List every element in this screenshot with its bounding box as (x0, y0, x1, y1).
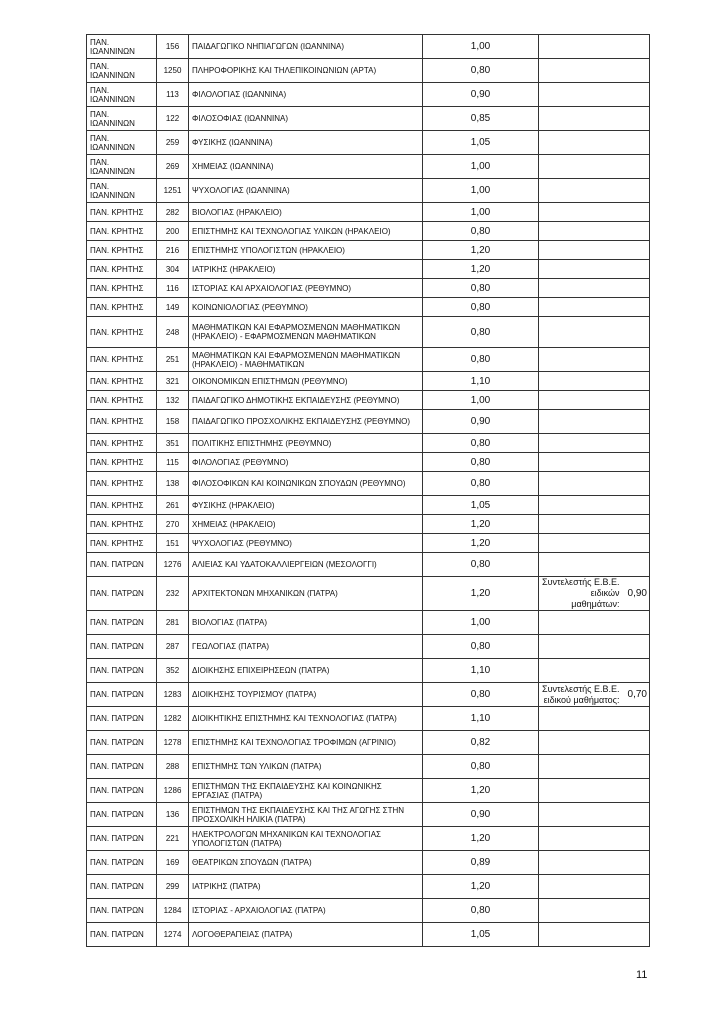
code-cell: 304 (157, 260, 189, 279)
table-row (87, 279, 650, 298)
coefficient-cell: 1,10 (423, 659, 539, 683)
page-number: 11 (636, 969, 648, 981)
special-coefficient-cell (539, 35, 650, 59)
code-cell: 288 (157, 755, 189, 779)
coefficient-cell: 1,20 (423, 534, 539, 553)
special-coefficient-cell (539, 635, 650, 659)
table-row (87, 298, 650, 317)
coefficient-cell: 1,20 (423, 875, 539, 899)
table-row (87, 179, 650, 203)
special-coefficient-cell (539, 899, 650, 923)
coefficient-cell: 1,00 (423, 203, 539, 222)
special-coefficient-cell (539, 410, 650, 434)
special-coefficient-cell (539, 827, 650, 851)
special-coefficient-cell (539, 707, 650, 731)
university-cell: ΠΑΝ. ΠΑΤΡΩΝ (87, 659, 157, 683)
university-cell: ΠΑΝ. ΠΑΤΡΩΝ (87, 899, 157, 923)
university-cell: ΠΑΝ. ΙΩΑΝΝΙΝΩΝ (87, 35, 157, 59)
department-cell: ΔΙΟΙΚΗΤΙΚΗΣ ΕΠΙΣΤΗΜΗΣ ΚΑΙ ΤΕΧΝΟΛΟΓΙΑΣ (ΠΑΤΡΑ) (189, 707, 423, 731)
special-coefficient-cell (539, 279, 650, 298)
department-cell: ΕΠΙΣΤΗΜΩΝ ΤΗΣ ΕΚΠΑΙΔΕΥΣΗΣ ΚΑΙ ΚΟΙΝΩΝΙΚΗΣ ΕΡΓΑΣΙΑΣ (ΠΑΤΡΑ) (189, 779, 423, 803)
department-cell: ΕΠΙΣΤΗΜΗΣ ΥΠΟΛΟΓΙΣΤΩΝ (ΗΡΑΚΛΕΙΟ) (189, 241, 423, 260)
code-cell: 113 (157, 83, 189, 107)
table-row (87, 553, 650, 577)
code-cell: 216 (157, 241, 189, 260)
department-cell: ΙΑΤΡΙΚΗΣ (ΗΡΑΚΛΕΙΟ) (189, 260, 423, 279)
university-cell: ΠΑΝ. ΚΡΗΤΗΣ (87, 203, 157, 222)
coefficient-cell: 0,80 (423, 553, 539, 577)
department-cell: ΑΛΙΕΙΑΣ ΚΑΙ ΥΔΑΤΟΚΑΛΛΙΕΡΓΕΙΩΝ (ΜΕΣΟΛΟΓΓΙ) (189, 553, 423, 577)
table-row (87, 391, 650, 410)
coefficient-cell: 1,20 (423, 260, 539, 279)
university-cell: ΠΑΝ. ΠΑΤΡΩΝ (87, 635, 157, 659)
university-cell: ΠΑΝ. ΠΑΤΡΩΝ (87, 779, 157, 803)
department-cell: ΙΣΤΟΡΙΑΣ - ΑΡΧΑΙΟΛΟΓΙΑΣ (ΠΑΤΡΑ) (189, 899, 423, 923)
code-cell: 1250 (157, 59, 189, 83)
department-cell: ΒΙΟΛΟΓΙΑΣ (ΠΑΤΡΑ) (189, 611, 423, 635)
departments-table (86, 34, 650, 947)
code-cell: 299 (157, 875, 189, 899)
coefficient-cell: 1,20 (423, 827, 539, 851)
university-cell: ΠΑΝ. ΠΑΤΡΩΝ (87, 875, 157, 899)
table-row (87, 372, 650, 391)
special-coefficient-cell (539, 372, 650, 391)
coefficient-cell: 1,00 (423, 35, 539, 59)
department-cell: ΦΙΛΟΛΟΓΙΑΣ (ΙΩΑΝΝΙΝΑ) (189, 83, 423, 107)
special-coefficient-cell (539, 298, 650, 317)
code-cell: 138 (157, 472, 189, 496)
table-row (87, 534, 650, 553)
table-row (87, 348, 650, 372)
special-coefficient-note (541, 684, 647, 706)
code-cell: 251 (157, 348, 189, 372)
table-row (87, 635, 650, 659)
university-cell: ΠΑΝ. ΠΑΤΡΩΝ (87, 803, 157, 827)
university-cell: ΠΑΝ. ΠΑΤΡΩΝ (87, 827, 157, 851)
table-row (87, 875, 650, 899)
special-coefficient-label: Συντελεστής Ε.Β.Ε. ειδικών μαθημάτων: (542, 577, 620, 609)
special-coefficient-cell (539, 611, 650, 635)
university-cell: ΠΑΝ. ΠΑΤΡΩΝ (87, 851, 157, 875)
university-cell: ΠΑΝ. ΚΡΗΤΗΣ (87, 348, 157, 372)
coefficient-cell: 1,10 (423, 707, 539, 731)
department-cell: ΠΟΛΙΤΙΚΗΣ ΕΠΙΣΤΗΜΗΣ (ΡΕΘΥΜΝΟ) (189, 434, 423, 453)
coefficient-cell: 0,90 (423, 803, 539, 827)
special-coefficient-cell (539, 534, 650, 553)
coefficient-cell: 0,80 (423, 348, 539, 372)
table-row (87, 59, 650, 83)
code-cell: 156 (157, 35, 189, 59)
code-cell: 136 (157, 803, 189, 827)
code-cell: 1286 (157, 779, 189, 803)
table-row (87, 83, 650, 107)
coefficient-cell: 0,80 (423, 222, 539, 241)
university-cell: ΠΑΝ. ΚΡΗΤΗΣ (87, 410, 157, 434)
department-cell: ΕΠΙΣΤΗΜΗΣ ΚΑΙ ΤΕΧΝΟΛΟΓΙΑΣ ΥΛΙΚΩΝ (ΗΡΑΚΛΕΙΟ) (189, 222, 423, 241)
university-cell: ΠΑΝ. ΠΑΤΡΩΝ (87, 755, 157, 779)
university-cell: ΠΑΝ. ΙΩΑΝΝΙΝΩΝ (87, 179, 157, 203)
university-cell: ΠΑΝ. ΚΡΗΤΗΣ (87, 472, 157, 496)
coefficient-cell: 1,00 (423, 155, 539, 179)
special-coefficient-cell (539, 731, 650, 755)
code-cell: 116 (157, 279, 189, 298)
department-cell: ΛΟΓΟΘΕΡΑΠΕΙΑΣ (ΠΑΤΡΑ) (189, 923, 423, 947)
code-cell: 1284 (157, 899, 189, 923)
coefficient-cell: 1,20 (423, 241, 539, 260)
university-cell: ΠΑΝ. ΠΑΤΡΩΝ (87, 923, 157, 947)
table-row (87, 851, 650, 875)
university-cell: ΠΑΝ. ΚΡΗΤΗΣ (87, 515, 157, 534)
university-cell: ΠΑΝ. ΙΩΑΝΝΙΝΩΝ (87, 131, 157, 155)
table-row (87, 35, 650, 59)
special-coefficient-cell (539, 83, 650, 107)
special-coefficient-value: 0,70 (627, 689, 647, 700)
special-coefficient-cell (539, 203, 650, 222)
special-coefficient-cell (539, 659, 650, 683)
department-cell: ΠΑΙΔΑΓΩΓΙΚΟ ΠΡΟΣΧΟΛΙΚΗΣ ΕΚΠΑΙΔΕΥΣΗΣ (ΡΕΘΥΜΝΟ) (189, 410, 423, 434)
code-cell: 158 (157, 410, 189, 434)
code-cell: 1274 (157, 923, 189, 947)
department-cell: ΨΥΧΟΛΟΓΙΑΣ (ΙΩΑΝΝΙΝΑ) (189, 179, 423, 203)
code-cell: 287 (157, 635, 189, 659)
university-cell: ΠΑΝ. ΚΡΗΤΗΣ (87, 453, 157, 472)
code-cell: 351 (157, 434, 189, 453)
coefficient-cell: 0,80 (423, 317, 539, 348)
university-cell: ΠΑΝ. ΚΡΗΤΗΣ (87, 241, 157, 260)
coefficient-cell: 0,82 (423, 731, 539, 755)
department-cell: ΠΛΗΡΟΦΟΡΙΚΗΣ ΚΑΙ ΤΗΛΕΠΙΚΟΙΝΩΝΙΩΝ (ΑΡΤΑ) (189, 59, 423, 83)
university-cell: ΠΑΝ. ΚΡΗΤΗΣ (87, 317, 157, 348)
special-coefficient-cell (539, 107, 650, 131)
table-row (87, 410, 650, 434)
table-row (87, 496, 650, 515)
code-cell: 352 (157, 659, 189, 683)
special-coefficient-cell (539, 179, 650, 203)
department-cell: ΦΥΣΙΚΗΣ (ΗΡΑΚΛΕΙΟ) (189, 496, 423, 515)
table-row (87, 515, 650, 534)
coefficient-cell: 0,90 (423, 83, 539, 107)
university-cell: ΠΑΝ. ΚΡΗΤΗΣ (87, 434, 157, 453)
special-coefficient-cell (539, 59, 650, 83)
code-cell: 1276 (157, 553, 189, 577)
table-row (87, 317, 650, 348)
code-cell: 1283 (157, 683, 189, 707)
special-coefficient-cell (539, 779, 650, 803)
university-cell: ΠΑΝ. ΚΡΗΤΗΣ (87, 496, 157, 515)
coefficient-cell: 0,80 (423, 434, 539, 453)
code-cell: 281 (157, 611, 189, 635)
table-row (87, 683, 650, 707)
code-cell: 248 (157, 317, 189, 348)
university-cell: ΠΑΝ. ΚΡΗΤΗΣ (87, 260, 157, 279)
department-cell: ΧΗΜΕΙΑΣ (ΗΡΑΚΛΕΙΟ) (189, 515, 423, 534)
university-cell: ΠΑΝ. ΚΡΗΤΗΣ (87, 534, 157, 553)
coefficient-cell: 0,85 (423, 107, 539, 131)
university-cell: ΠΑΝ. ΠΑΤΡΩΝ (87, 553, 157, 577)
table-row (87, 107, 650, 131)
special-coefficient-cell (539, 803, 650, 827)
department-cell: ΕΠΙΣΤΗΜΩΝ ΤΗΣ ΕΚΠΑΙΔΕΥΣΗΣ ΚΑΙ ΤΗΣ ΑΓΩΓΗΣ ΣΤΗΝ ΠΡΟΣΧΟΛΙΚΗ ΗΛΙΚΙΑ (ΠΑΤΡΑ) (189, 803, 423, 827)
department-cell: ΦΙΛΟΣΟΦΙΚΩΝ ΚΑΙ ΚΟΙΝΩΝΙΚΩΝ ΣΠΟΥΔΩΝ (ΡΕΘΥΜΝΟ) (189, 472, 423, 496)
special-coefficient-cell (539, 923, 650, 947)
table-row (87, 899, 650, 923)
university-cell: ΠΑΝ. ΚΡΗΤΗΣ (87, 279, 157, 298)
table-row (87, 472, 650, 496)
table-row (87, 577, 650, 611)
department-cell: ΚΟΙΝΩΝΙΟΛΟΓΙΑΣ (ΡΕΘΥΜΝΟ) (189, 298, 423, 317)
department-cell: ΜΑΘΗΜΑΤΙΚΩΝ ΚΑΙ ΕΦΑΡΜΟΣΜΕΝΩΝ ΜΑΘΗΜΑΤΙΚΩΝ (ΗΡΑΚΛΕΙΟ) - ΕΦΑΡΜΟΣΜΕΝΩΝ ΜΑΘΗΜΑΤΙΚΩΝ (189, 317, 423, 348)
university-cell: ΠΑΝ. ΠΑΤΡΩΝ (87, 731, 157, 755)
department-cell: ΕΠΙΣΤΗΜΗΣ ΚΑΙ ΤΕΧΝΟΛΟΓΙΑΣ ΤΡΟΦΙΜΩΝ (ΑΓΡΙΝΙΟ) (189, 731, 423, 755)
special-coefficient-cell (539, 851, 650, 875)
code-cell: 259 (157, 131, 189, 155)
department-cell: ΔΙΟΙΚΗΣΗΣ ΕΠΙΧΕΙΡΗΣΕΩΝ (ΠΑΤΡΑ) (189, 659, 423, 683)
coefficient-cell: 1,00 (423, 391, 539, 410)
coefficient-cell: 0,80 (423, 683, 539, 707)
university-cell: ΠΑΝ. ΠΑΤΡΩΝ (87, 577, 157, 611)
table-row (87, 827, 650, 851)
department-cell: ΧΗΜΕΙΑΣ (ΙΩΑΝΝΙΝΑ) (189, 155, 423, 179)
table-row (87, 755, 650, 779)
coefficient-cell: 1,00 (423, 611, 539, 635)
table-row (87, 222, 650, 241)
table-row (87, 260, 650, 279)
special-coefficient-label: Συντελεστής Ε.Β.Ε. ειδικού μαθήματος: (542, 683, 620, 705)
department-cell: ΙΑΤΡΙΚΗΣ (ΠΑΤΡΑ) (189, 875, 423, 899)
coefficient-cell: 1,20 (423, 577, 539, 611)
coefficient-cell: 1,00 (423, 179, 539, 203)
coefficient-cell: 1,10 (423, 372, 539, 391)
department-cell: ΨΥΧΟΛΟΓΙΑΣ (ΡΕΘΥΜΝΟ) (189, 534, 423, 553)
table-row (87, 803, 650, 827)
special-coefficient-cell (539, 222, 650, 241)
department-cell: ΦΥΣΙΚΗΣ (ΙΩΑΝΝΙΝΑ) (189, 131, 423, 155)
coefficient-cell: 1,05 (423, 923, 539, 947)
special-coefficient-note (541, 577, 647, 610)
university-cell: ΠΑΝ. ΠΑΤΡΩΝ (87, 611, 157, 635)
coefficient-cell: 1,05 (423, 496, 539, 515)
code-cell: 282 (157, 203, 189, 222)
departments-table-body (87, 35, 650, 947)
university-cell: ΠΑΝ. ΚΡΗΤΗΣ (87, 222, 157, 241)
coefficient-cell: 0,80 (423, 279, 539, 298)
code-cell: 269 (157, 155, 189, 179)
university-cell: ΠΑΝ. ΙΩΑΝΝΙΝΩΝ (87, 59, 157, 83)
coefficient-cell: 0,89 (423, 851, 539, 875)
special-coefficient-cell (539, 683, 650, 707)
coefficient-cell: 0,80 (423, 298, 539, 317)
university-cell: ΠΑΝ. ΚΡΗΤΗΣ (87, 298, 157, 317)
university-cell: ΠΑΝ. ΙΩΑΝΝΙΝΩΝ (87, 107, 157, 131)
coefficient-cell: 1,05 (423, 131, 539, 155)
code-cell: 151 (157, 534, 189, 553)
special-coefficient-cell (539, 348, 650, 372)
department-cell: ΑΡΧΙΤΕΚΤΟΝΩΝ ΜΗΧΑΝΙΚΩΝ (ΠΑΤΡΑ) (189, 577, 423, 611)
department-cell: ΙΣΤΟΡΙΑΣ ΚΑΙ ΑΡΧΑΙΟΛΟΓΙΑΣ (ΡΕΘΥΜΝΟ) (189, 279, 423, 298)
table-row (87, 923, 650, 947)
table-row (87, 611, 650, 635)
code-cell: 221 (157, 827, 189, 851)
department-cell: ΠΑΙΔΑΓΩΓΙΚΟ ΝΗΠΙΑΓΩΓΩΝ (ΙΩΑΝΝΙΝΑ) (189, 35, 423, 59)
department-cell: ΕΠΙΣΤΗΜΗΣ ΤΩΝ ΥΛΙΚΩΝ (ΠΑΤΡΑ) (189, 755, 423, 779)
special-coefficient-value: 0,90 (627, 588, 647, 599)
code-cell: 261 (157, 496, 189, 515)
table-row (87, 453, 650, 472)
special-coefficient-cell (539, 260, 650, 279)
department-cell: ΔΙΟΙΚΗΣΗΣ ΤΟΥΡΙΣΜΟΥ (ΠΑΤΡΑ) (189, 683, 423, 707)
code-cell: 321 (157, 372, 189, 391)
department-cell: ΟΙΚΟΝΟΜΙΚΩΝ ΕΠΙΣΤΗΜΩΝ (ΡΕΘΥΜΝΟ) (189, 372, 423, 391)
coefficient-cell: 0,80 (423, 899, 539, 923)
university-cell: ΠΑΝ. ΙΩΑΝΝΙΝΩΝ (87, 155, 157, 179)
special-coefficient-cell (539, 755, 650, 779)
special-coefficient-cell (539, 553, 650, 577)
university-cell: ΠΑΝ. ΠΑΤΡΩΝ (87, 707, 157, 731)
university-cell: ΠΑΝ. ΠΑΤΡΩΝ (87, 683, 157, 707)
department-cell: ΗΛΕΚΤΡΟΛΟΓΩΝ ΜΗΧΑΝΙΚΩΝ ΚΑΙ ΤΕΧΝΟΛΟΓΙΑΣ ΥΠΟΛΟΓΙΣΤΩΝ (ΠΑΤΡΑ) (189, 827, 423, 851)
table-row (87, 155, 650, 179)
coefficient-cell: 0,90 (423, 410, 539, 434)
code-cell: 1282 (157, 707, 189, 731)
coefficient-cell: 0,80 (423, 59, 539, 83)
table-row (87, 434, 650, 453)
coefficient-cell: 0,80 (423, 755, 539, 779)
table-row (87, 203, 650, 222)
university-cell: ΠΑΝ. ΚΡΗΤΗΣ (87, 372, 157, 391)
department-cell: ΓΕΩΛΟΓΙΑΣ (ΠΑΤΡΑ) (189, 635, 423, 659)
department-cell: ΦΙΛΟΛΟΓΙΑΣ (ΡΕΘΥΜΝΟ) (189, 453, 423, 472)
university-cell: ΠΑΝ. ΙΩΑΝΝΙΝΩΝ (87, 83, 157, 107)
department-cell: ΜΑΘΗΜΑΤΙΚΩΝ ΚΑΙ ΕΦΑΡΜΟΣΜΕΝΩΝ ΜΑΘΗΜΑΤΙΚΩΝ (ΗΡΑΚΛΕΙΟ) - ΜΑΘΗΜΑΤΙΚΩΝ (189, 348, 423, 372)
special-coefficient-cell (539, 317, 650, 348)
table-row (87, 731, 650, 755)
code-cell: 115 (157, 453, 189, 472)
coefficient-cell: 0,80 (423, 453, 539, 472)
code-cell: 200 (157, 222, 189, 241)
code-cell: 1251 (157, 179, 189, 203)
code-cell: 1278 (157, 731, 189, 755)
special-coefficient-cell (539, 155, 650, 179)
special-coefficient-cell (539, 496, 650, 515)
coefficient-cell: 1,20 (423, 779, 539, 803)
special-coefficient-cell (539, 391, 650, 410)
special-coefficient-cell (539, 131, 650, 155)
coefficient-cell: 0,80 (423, 472, 539, 496)
coefficient-cell: 0,80 (423, 635, 539, 659)
code-cell: 149 (157, 298, 189, 317)
code-cell: 270 (157, 515, 189, 534)
special-coefficient-cell (539, 241, 650, 260)
university-cell: ΠΑΝ. ΚΡΗΤΗΣ (87, 391, 157, 410)
special-coefficient-cell (539, 875, 650, 899)
table-row (87, 131, 650, 155)
department-cell: ΒΙΟΛΟΓΙΑΣ (ΗΡΑΚΛΕΙΟ) (189, 203, 423, 222)
department-cell: ΦΙΛΟΣΟΦΙΑΣ (ΙΩΑΝΝΙΝΑ) (189, 107, 423, 131)
code-cell: 169 (157, 851, 189, 875)
table-row (87, 707, 650, 731)
table-row (87, 779, 650, 803)
special-coefficient-cell (539, 515, 650, 534)
table-row (87, 659, 650, 683)
department-cell: ΠΑΙΔΑΓΩΓΙΚΟ ΔΗΜΟΤΙΚΗΣ ΕΚΠΑΙΔΕΥΣΗΣ (ΡΕΘΥΜΝΟ) (189, 391, 423, 410)
code-cell: 132 (157, 391, 189, 410)
coefficient-cell: 1,20 (423, 515, 539, 534)
code-cell: 122 (157, 107, 189, 131)
code-cell: 232 (157, 577, 189, 611)
special-coefficient-cell (539, 453, 650, 472)
special-coefficient-cell (539, 577, 650, 611)
special-coefficient-cell (539, 472, 650, 496)
department-cell: ΘΕΑΤΡΙΚΩΝ ΣΠΟΥΔΩΝ (ΠΑΤΡΑ) (189, 851, 423, 875)
table-row (87, 241, 650, 260)
special-coefficient-cell (539, 434, 650, 453)
